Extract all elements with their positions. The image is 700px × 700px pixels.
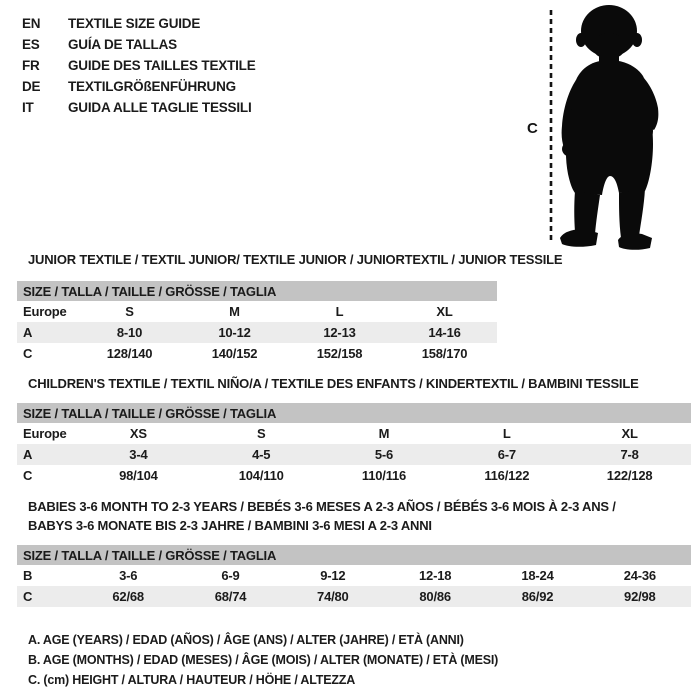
size-cell: 18-24 [521, 568, 554, 583]
language-label: TEXTILGRÖßENFÜHRUNG [68, 79, 236, 94]
size-cell: 122/128 [606, 468, 653, 483]
row-label: B [23, 568, 33, 583]
babies-size-table [17, 545, 691, 607]
size-cell: 140/152 [211, 346, 258, 361]
size-cell: 9-12 [320, 568, 346, 583]
size-cell: 3-6 [119, 568, 138, 583]
babies-title-line-1: BABIES 3-6 MONTH TO 2-3 YEARS / BEBÉS 3-6 MESES A 2-3 AÑOS / BÉBÉS 3-6 MOIS À 2-3 ANS / [28, 499, 616, 514]
language-label: GUÍA DE TALLAS [68, 37, 177, 52]
table-row-age [17, 322, 497, 343]
size-cell: 8-10 [116, 325, 143, 340]
table-row-months [17, 565, 691, 586]
size-cell: 104/110 [238, 468, 284, 483]
size-header-bar: SIZE / TALLA / TAILLE / GRÖSSE / TAGLIA [17, 403, 691, 423]
size-cell: 152/158 [316, 346, 363, 361]
size-cell: 6-7 [497, 447, 516, 462]
junior-section-title: JUNIOR TEXTILE / TEXTIL JUNIOR/ TEXTILE JUNIOR / JUNIORTEXTIL / JUNIOR TESSILE [28, 252, 563, 267]
size-cell: XL [621, 426, 638, 441]
size-cell: S [256, 426, 266, 441]
size-cell: 68/74 [214, 589, 247, 604]
size-cell: 14-16 [428, 325, 461, 340]
row-label: C [23, 346, 33, 361]
language-label: GUIDE DES TAILLES TEXTILE [68, 58, 256, 73]
legend-line-height-cm: C. (cm) HEIGHT / ALTURA / HAUTEUR / HÖHE / ALTEZZA [28, 673, 356, 687]
size-cell: 24-36 [623, 568, 656, 583]
babies-title-line-2: BABYS 3-6 MONATE BIS 2-3 JAHRE / BAMBINI 3-6 MESI A 2-3 ANNI [28, 518, 432, 533]
size-cell: 116/122 [484, 468, 530, 483]
legend [28, 630, 498, 690]
size-cell: 12-13 [323, 325, 356, 340]
size-header-bar: SIZE / TALLA / TAILLE / GRÖSSE / TAGLIA [17, 281, 497, 301]
size-cell: 6-9 [221, 568, 240, 583]
size-cell: XS [129, 426, 147, 441]
language-code: ES [22, 37, 40, 52]
table-row-height [17, 465, 691, 486]
size-cell: 86/92 [521, 589, 554, 604]
junior-size-table [17, 281, 497, 364]
language-label: GUIDA ALLE TAGLIE TESSILI [68, 100, 252, 115]
language-label: TEXTILE SIZE GUIDE [68, 16, 201, 31]
table-row-europe [17, 301, 497, 322]
table-row-height [17, 343, 497, 364]
size-cell: 5-6 [374, 447, 394, 462]
language-list [22, 13, 256, 118]
children-size-table [17, 403, 691, 486]
language-code: EN [22, 16, 41, 31]
language-code: FR [22, 58, 40, 73]
size-cell: 10-12 [218, 325, 251, 340]
size-cell: 128/140 [106, 346, 153, 361]
size-figure [526, 2, 678, 254]
size-cell: 62/68 [112, 589, 144, 604]
size-header-bar: SIZE / TALLA / TAILLE / GRÖSSE / TAGLIA [17, 545, 691, 565]
size-cell: M [378, 426, 390, 441]
row-label: A [23, 325, 33, 340]
size-cell: L [502, 426, 511, 441]
row-label: Europe [23, 426, 67, 441]
language-row-fr [22, 55, 256, 76]
size-cell: 110/116 [361, 468, 407, 483]
size-cell: M [229, 304, 240, 319]
language-code: DE [22, 79, 41, 94]
row-label: Europe [23, 304, 67, 319]
size-cell: L [335, 304, 344, 319]
size-cell: 12-18 [419, 568, 452, 583]
table-row-age [17, 444, 691, 465]
language-code: IT [22, 100, 34, 115]
toddler-silhouette [526, 2, 678, 254]
language-row-it [22, 97, 256, 118]
table-row-europe [17, 423, 691, 444]
size-cell: 3-4 [129, 447, 148, 462]
size-cell: 158/170 [421, 346, 468, 361]
babies-section-title [28, 497, 616, 535]
size-cell: 92/98 [624, 589, 656, 604]
size-cell: 98/104 [119, 468, 158, 483]
language-row-en [22, 13, 256, 34]
table-row-height [17, 586, 691, 607]
size-cell: 7-8 [620, 447, 639, 462]
row-label: C [23, 589, 33, 604]
children-section-title: CHILDREN'S TEXTILE / TEXTIL NIÑO/A / TEXTILE DES ENFANTS / KINDERTEXTIL / BAMBINI TESSILE [28, 376, 639, 391]
size-cell: 4-5 [252, 447, 271, 462]
legend-line-age-years: A. AGE (YEARS) / EDAD (AÑOS) / ÂGE (ANS) / ALTER (JAHRE) / ETÀ (ANNI) [28, 633, 464, 647]
size-cell: 74/80 [317, 589, 349, 604]
size-cell: S [125, 304, 134, 319]
row-label: C [23, 468, 33, 483]
language-row-es [22, 34, 256, 55]
size-cell: XL [436, 304, 453, 319]
language-row-de [22, 76, 256, 97]
size-cell: 80/86 [419, 589, 451, 604]
measure-label-c: C [527, 120, 538, 137]
legend-line-age-months: B. AGE (MONTHS) / EDAD (MESES) / ÂGE (MOIS) / ALTER (MONATE) / ETÀ (MESI) [28, 653, 499, 667]
row-label: A [23, 447, 33, 462]
